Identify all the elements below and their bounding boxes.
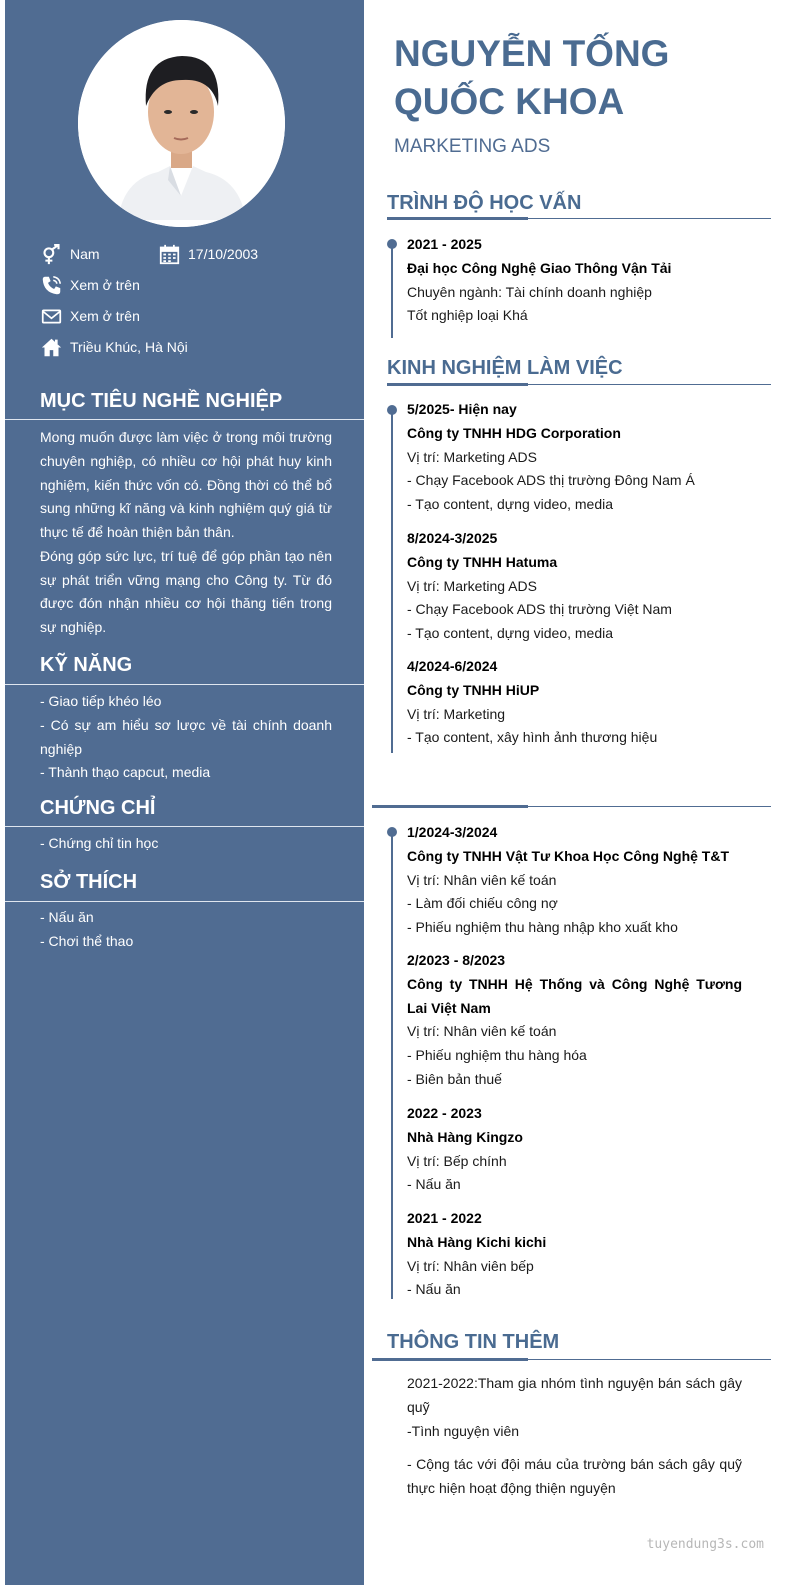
envelope-icon [40,305,62,327]
additional-line: - Cộng tác với đội máu của trường bán sách gây quỹ thực hiện hoạt động thiện nguyện [407,1456,742,1496]
calendar-icon [158,243,180,265]
section-rule-accent [387,217,528,220]
entry-line: Vị trí: Nhân viên kế toán [407,1023,557,1040]
phone-icon [40,274,62,296]
entry-line: Vị trí: Marketing ADS [407,577,537,594]
entry-period: 2021 - 2022 [407,1210,482,1226]
entry-period: 1/2024-3/2024 [407,824,498,840]
timeline-dot [387,239,397,249]
entry-line: - Làm đối chiếu công nợ [407,895,558,912]
education-entry [407,233,742,328]
hobbies-list [40,906,332,954]
email-value: Xem ở trên [70,308,140,324]
entry-line: - Chạy Facebook ADS thị trường Đông Nam Á [407,472,695,489]
entry-line: - Chạy Facebook ADS thị trường Việt Nam [407,601,672,618]
birthdate-value: 17/10/2003 [188,246,259,262]
entry-line: - Biên bản thuế [407,1070,502,1087]
skill-item: - Thành thạo capcut, media [40,764,211,781]
divider [5,826,364,827]
experience-entry [407,821,742,940]
timeline-dot [387,827,397,837]
hobbies-title: SỞ THÍCH [40,871,138,893]
entry-period: 2/2023 - 8/2023 [407,952,506,968]
entry-line: Vị trí: Marketing ADS [407,448,537,465]
entry-line: - Tạo content, xây hình ảnh thương hiệu [407,729,658,746]
entry-org: Nhà Hàng Kichi kichi [407,1233,547,1250]
profile-photo [78,20,285,227]
email-row [40,305,140,327]
entry-line: Vị trí: Nhân viên bếp [407,1257,534,1274]
section-rule-accent [387,383,528,386]
entry-line: - Tạo content, dựng video, media [407,625,614,641]
entry-line: Vị trí: Marketing [407,705,506,722]
watermark: tuyendung3s.com [646,1537,764,1552]
phone-row [40,274,140,296]
entry-org: Công ty TNHH Hatuma [407,553,558,570]
phone-value: Xem ở trên [70,277,140,293]
address-value: Triều Khúc, Hà Nội [70,339,188,355]
entry-line: - Nấu ăn [407,1176,461,1193]
experience-entry [407,527,742,646]
entry-org: Công ty TNHH Hệ Thống và Công Nghệ Tương Lai Việt Nam [407,975,742,1016]
entry-org: Công ty TNHH Vật Tư Khoa Học Công Nghệ T&T [407,847,730,864]
entry-org: Nhà Hàng Kingzo [407,1128,523,1145]
entry-period: 2021 - 2025 [407,236,482,252]
entry-line: Chuyên ngành: Tài chính doanh nghiệp [407,283,652,300]
timeline-dot [387,405,397,415]
name-line: NGUYỄN TỐNG [394,33,670,74]
skill-item: - Giao tiếp khéo léo [40,693,162,709]
additional-entry [407,1372,742,1443]
certificates-title: CHỨNG CHỈ [40,797,156,819]
additional-line: 2021-2022:Tham gia nhóm tình nguyện bán sách gây quỹ [407,1375,742,1415]
objective-title: MỤC TIÊU NGHỀ NGHIỆP [40,390,283,412]
entry-line: Vị trí: Nhân viên kế toán [407,871,557,888]
skills-title: KỸ NĂNG [40,654,133,676]
entry-org: Công ty TNHH HDG Corporation [407,424,621,441]
gender-icon [40,243,62,265]
certificate-item: - Chứng chỉ tin học [40,835,159,851]
entry-period: 8/2024-3/2025 [407,530,498,546]
avatar [78,20,285,227]
job-title: MARKETING ADS [394,136,551,157]
divider [5,901,364,902]
entry-line: - Tạo content, dựng video, media [407,496,614,512]
experience-entry [407,1207,742,1302]
experience-entry [407,655,742,750]
section-rule-accent [372,805,528,808]
objective-text [40,426,332,640]
entry-line: Tốt nghiệp loại Khá [407,307,528,324]
address-row [40,336,188,358]
section-rule-accent [372,1358,528,1361]
timeline-line [391,832,393,1299]
candidate-name [394,30,669,126]
entry-line: Vị trí: Bếp chính [407,1152,507,1169]
timeline-line [391,410,393,753]
gender-row [40,243,100,265]
sidebar [5,0,364,1585]
hobby-item: - Chơi thể thao [40,932,134,949]
experience-entry [407,949,742,1092]
experience-entry [407,398,742,517]
entry-line: - Phiếu nghiệm thu hàng nhập kho xuất kho [407,919,678,935]
entry-period: 4/2024-6/2024 [407,658,498,674]
divider [5,684,364,685]
entry-org: Đại học Công Nghệ Giao Thông Vận Tải [407,259,672,276]
entry-line: - Phiếu nghiệm thu hàng hóa [407,1047,587,1063]
certificates-list [40,832,332,856]
entry-line: - Nấu ăn [407,1281,461,1298]
additional-title: THÔNG TIN THÊM [387,1331,560,1353]
skill-item: - Có sự am hiểu sơ lược về tài chính doanh nghiệp [40,716,332,757]
gender-value: Nam [70,246,100,262]
hobby-item: - Nấu ăn [40,909,94,925]
timeline-line [391,244,393,338]
entry-org: Công ty TNHH HiUP [407,681,540,698]
objective-paragraph: Mong muốn được làm việc ở trong môi trường chuyên nghiệp, có nhiều cơ hội phát huy kinh nghiệm, kiến thức vốn có. Đồng thời có thể bổ sung những kĩ năng và kinh nghiệm quý giá từ thực tế để hoàn thiện bản thân. [40,429,332,540]
entry-period: 5/2025- Hiện nay [407,401,517,417]
objective-paragraph: Đóng góp sức lực, trí tuệ để góp phần tạo nên sự phát triển vững mạng cho Công ty. Từ đó được đón nhận nhiều cơ hội thăng tiến trong sự nghiệp. [40,547,332,635]
name-line: QUỐC KHOA [394,81,625,122]
experience-title: KINH NGHIỆM LÀM VIỆC [387,357,623,379]
experience-entry [407,1102,742,1197]
additional-entry [407,1453,742,1501]
skills-list [40,690,332,785]
home-icon [40,336,62,358]
birthdate-row [158,243,258,265]
education-title: TRÌNH ĐỘ HỌC VẤN [387,192,582,214]
additional-line: -Tình nguyện viên [407,1422,520,1439]
entry-period: 2022 - 2023 [407,1105,482,1121]
divider [5,419,364,420]
